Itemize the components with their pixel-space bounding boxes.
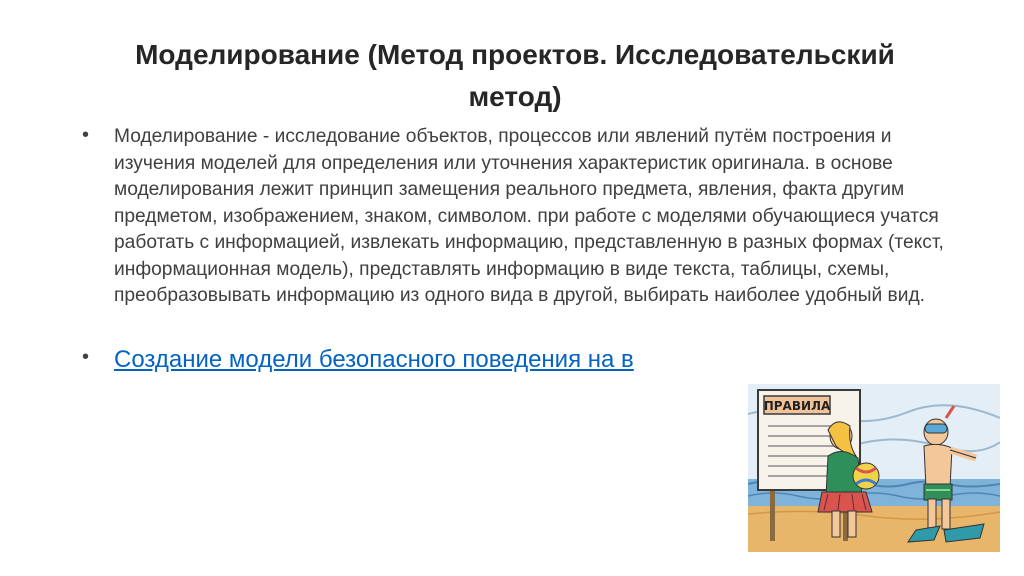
safe-behavior-model-link[interactable]: Создание модели безопасного поведения на в xyxy=(114,345,634,373)
bullet-dot-icon: • xyxy=(82,124,90,146)
slide-title xyxy=(70,34,960,118)
bullet-dot-icon: • xyxy=(82,345,90,368)
bullet-list xyxy=(82,124,952,376)
list-item xyxy=(82,124,952,310)
beach-rules-illustration xyxy=(748,384,1000,552)
sign-text: ПРАВИЛА xyxy=(763,399,831,413)
list-item xyxy=(82,344,952,376)
title-line-2: метод) xyxy=(468,81,562,112)
title-line-1: Моделирование (Метод проектов. Исследовательский xyxy=(135,39,895,70)
modeling-description: Моделирование - исследование объектов, процессов или явлений путём построения и изучения моделей для определения или уточнения характеристик оригинала. в основе моделирования лежит принцип замещения реального предмета, явления, факта другим предметом, изображением, знаком, символом. при работе с моделями обучающиеся учатся работать с информацией, извлекать информацию, представленную в разных формах (текст, информационная модель), представлять информацию в виде текста, таблицы, схемы, преобразовывать информацию из одного вида в другой, выбирать наиболее удобный вид. xyxy=(114,126,944,306)
